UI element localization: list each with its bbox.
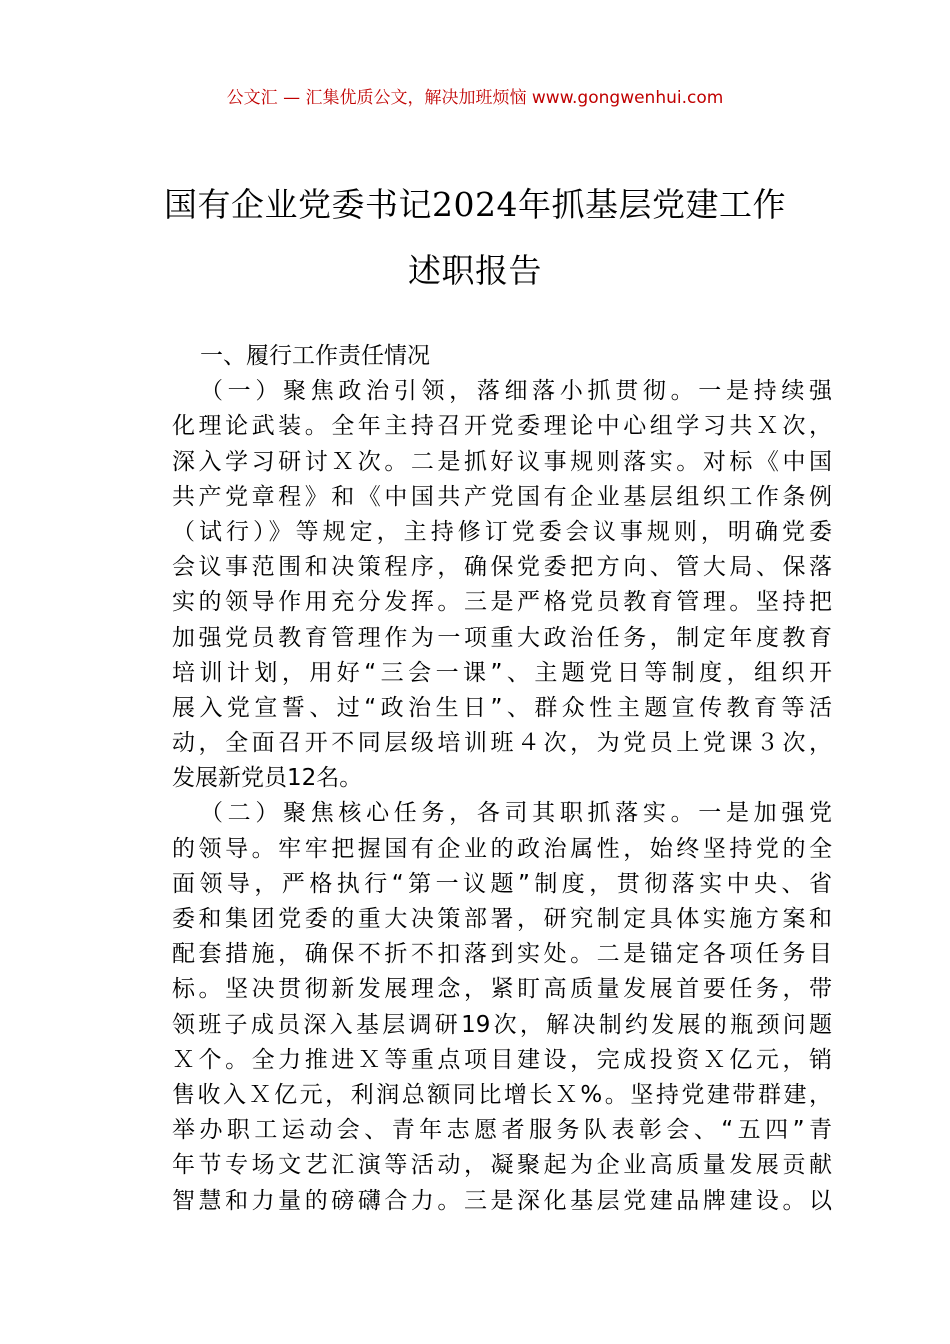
paragraph-line: 展入党宣誓、过“政治生日”、群众性主题宣传教育等活	[172, 694, 832, 721]
paragraph-line: 委和集团党委的重大决策部署，研究制定具体实施方案和	[172, 906, 832, 932]
paragraph-line: （二）聚焦核心任务，各司其职抓落实。一是加强党	[200, 800, 832, 827]
paragraph-line: 加强党员教育管理作为一项重大政治任务，制定年度教育	[172, 624, 832, 651]
paragraph-line: 会议事范围和决策程序，确保党委把方向、管大局、保落	[172, 554, 832, 581]
paragraph-line: 共产党章程》和《中国共产党国有企业基层组织工作条例	[172, 483, 832, 510]
title-line-1: 国有企业党委书记2024年抓基层党建工作	[164, 185, 786, 224]
document-title	[100, 172, 850, 304]
paragraph-line: 售收入Ｘ亿元，利润总额同比增长Ｘ%。坚持党建带群建，	[172, 1081, 832, 1108]
paragraph-line: 举办职工运动会、青年志愿者服务队表彰会、“五四”青	[172, 1117, 832, 1144]
paragraph-core-tasks	[172, 796, 832, 1218]
paragraph-line: 的领导。牢牢把握国有企业的政治属性，始终坚持党的全	[172, 835, 832, 862]
paragraph-line: 标。坚决贯彻新发展理念，紧盯高质量发展首要任务，带	[172, 976, 832, 1003]
paragraph-line: Ｘ个。全力推进Ｘ等重点项目建设，完成投资Ｘ亿元，销	[172, 1046, 832, 1073]
paragraph-line: （一）聚焦政治引领，落细落小抓贯彻。一是持续强	[200, 378, 832, 405]
paragraph-line: 面领导，严格执行“第一议题”制度，贯彻落实中央、省	[172, 870, 832, 897]
paragraph-line: 智慧和力量的磅礴合力。三是深化基层党建品牌建设。以	[172, 1187, 832, 1214]
document-body	[172, 339, 832, 1219]
section-heading: 一、履行工作责任情况	[200, 343, 430, 369]
site-banner[interactable]: 公文汇 — 汇集优质公文，解决加班烦恼 www.gongwenhui.com	[226, 88, 724, 108]
paragraph-line: 发展新党员12名。	[172, 765, 363, 792]
paragraph-line: 年节专场文艺汇演等活动，凝聚起为企业高质量发展贡献	[172, 1152, 832, 1179]
paragraph-political-guidance	[172, 374, 832, 796]
paragraph-line: 深入学习研讨Ｘ次。二是抓好议事规则落实。对标《中国	[172, 448, 832, 475]
paragraph-line: （试行）》等规定，主持修订党委会议事规则，明确党委	[172, 518, 832, 545]
paragraph-line: 动，全面召开不同层级培训班４次，为党员上党课３次，	[172, 730, 832, 757]
paragraph-line: 实的领导作用充分发挥。三是严格党员教育管理。坚持把	[172, 589, 832, 616]
paragraph-line: 领班子成员深入基层调研19次，解决制约发展的瓶颈问题	[172, 1011, 832, 1038]
title-line-2: 述职报告	[408, 251, 542, 290]
paragraph-line: 配套措施，确保不折不扣落到实处。二是锚定各项任务目	[172, 941, 832, 968]
paragraph-line: 化理论武装。全年主持召开党委理论中心组学习共Ｘ次，	[172, 413, 832, 440]
paragraph-line: 培训计划，用好“三会一课”、主题党日等制度，组织开	[172, 659, 832, 686]
